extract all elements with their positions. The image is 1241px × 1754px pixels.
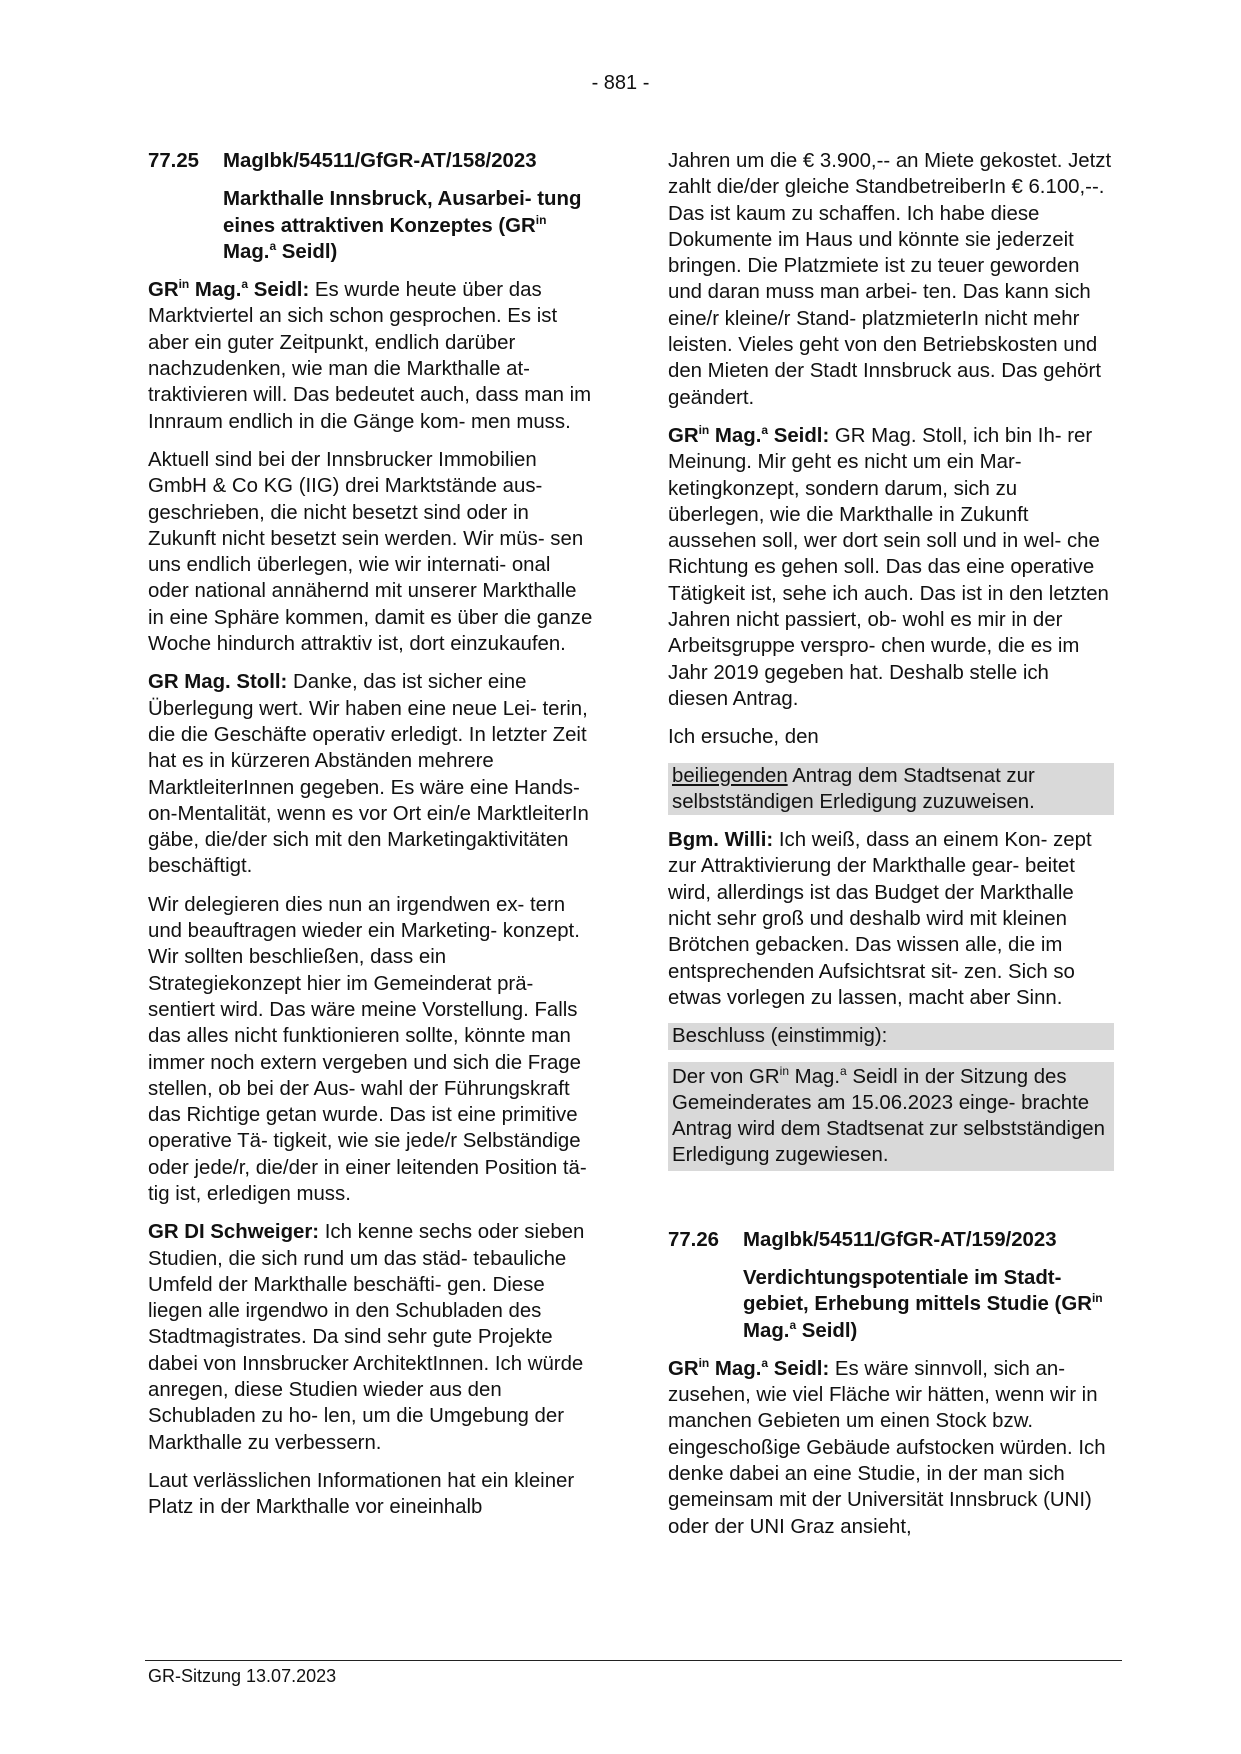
paragraph-seidl-2: $GR^{in}$ Mag.$^a$ Seidl: GR Mag. Stoll, ich bin Ih- rer Meinung. Mir geht es nicht um ein Mar- ketingkonzept, sondern darum, sich zu überlegen, wie die Markthalle in Zukunft aussehen soll, wer dort sein soll und in wel- che Richtung es gehen soll. Das das eine operative Tätigkeit ist, sehe ich auch. Das ist in den letzten Jahren nicht passiert, ob- wohl es mir in der Arbeitsgruppe verspro- chen wurde, die es im Jahr 2019 gegeben hat. Deshalb stelle ich diesen Antrag. [668,423,1109,710]
speaker-name: GR DI Schweiger: [148,1221,320,1244]
agenda-item-reference: MagIbk/54511/GfGR-AT/159/2023 [743,1228,1057,1251]
right-column [668,148,1114,1552]
speaker-name: $GR^{in}$ Mag.$^a$ Seidl: [148,277,310,302]
motion-box: beiliegenden Antrag dem Stadtsenat zur selbstständigen Erledigung zuzuweisen. [668,763,1114,816]
footer-text: GR-Sitzung 13.07.2023 [148,1666,337,1686]
speaker-name: Bgm. Willi: [668,829,774,852]
paragraph-willi: Bgm. Willi: Ich weiß, dass an einem Kon- zept zur Attraktivierung der Markthalle gear- beitet wird, allerdings ist das Budget der Markthalle nicht sehr groß und deshalb wird mit kleinen Brötchen gebacken. Das wissen alle, die im entsprechenden Aufsichtsrat sit- zen. Sich so etwas vorlegen zu lassen, macht aber Sinn. [668,829,1092,1009]
footer-divider [145,1660,1122,1661]
paragraph: Wir delegieren dies nun an irgendwen ex- tern und beauftragen wieder ein Marketing- konzept. Wir sollten beschließen, dass ein Strategiekonzept hier im Gemeinderat prä- sentiert wird. Das wäre meine Vorstellung. Falls das alles nicht funktionieren sollte, könnte man immer noch extern vergeben und sich die Frage stellen, ob bei der Aus- wahl der Führungskraft das Richtige getan wurde. Das ist eine primitive operative Tä- tigkeit, wie sie jede/r Selbständige oder jede/r, die/der in einer leitenden Position tä- tig ist, erledigen muss. [148,893,587,1205]
agenda-item-heading [148,148,594,174]
agenda-item-title: Markthalle Innsbruck, Ausarbei- tung eines attraktiven Konzeptes ($GR^{in}$ Mag.$^a$ Seidl) [223,188,582,263]
agenda-item-heading [668,1227,1114,1253]
paragraph: Aktuell sind bei der Innsbrucker Immobilien GmbH & Co KG (IIG) drei Marktstände aus- geschrieben, die nicht besetzt sind oder in Zukunft nicht besetzt sein werden. Wir müs- sen uns endlich überlegen, wie wir internati- onal oder national annähernd mit unserer Markthalle in eine Sphäre kommen, damit es über die ganze Woche hindurch attraktiv ist, dort einzukaufen. [148,448,593,656]
paragraph: Jahren um die € 3.900,-- an Miete gekostet. Jetzt zahlt die/der gleiche StandbetreiberIn € 6.100,--. Das ist kaum zu schaffen. Ich habe diese Dokumente im Haus und könnte sie jederzeit bringen. Die Platzmiete ist zu teuer geworden und daran muss man arbei- ten. Das kann sich eine/r kleine/r Stand- platzmieterIn nicht mehr leisten. Vieles geht von den Betriebskosten und den Mieten der Stadt Innsbruck aus. Das gehört geändert. [668,150,1112,409]
page-number: - 881 - [591,72,650,94]
paragraph-seidl-3: $GR^{in}$ Mag.$^a$ Seidl: Es wäre sinnvoll, sich an- zusehen, wie viel Fläche wir hätten, wenn wir in manchen Gebieten um einen Stock bzw. eingeschoßige Gebäude aufstocken würden. Ich denke dabei an eine Studie, in der man sich gemeinsam mit der Universität Innsbruck (UNI) oder der UNI Graz ansieht, [668,1356,1106,1538]
agenda-item-reference: MagIbk/54511/GfGR-AT/158/2023 [223,150,537,172]
speaker-name: $GR^{in}$ Mag.$^a$ Seidl: [668,1356,830,1380]
paragraph-seidl-1: $GR^{in}$ Mag.$^a$ Seidl: Es wurde heute über das Marktviertel an sich schon gesprochen. Es ist aber ein guter Zeitpunkt, endlich darüber nachzudenken, wie man die Markthalle at- traktivieren will. Das bedeutet auch, dass man im Innraum endlich in die Gänge kom- men muss. [148,277,592,433]
paragraph: Laut verlässlichen Informationen hat ein kleiner Platz in der Markthalle vor eineinhalb [148,1469,575,1519]
decision-text: Der von $GR^{in}$ Mag.$^a$ Seidl in der Sitzung des Gemeinderates am 15.06.2023 einge- brachte Antrag wird dem Stadtsenat zur selbstständigen Erledigung zugewiesen. [668,1062,1114,1171]
speaker-name: $GR^{in}$ Mag.$^a$ Seidl: [668,423,830,447]
spacer [668,1183,1114,1227]
paragraph-schweiger: GR DI Schweiger: Ich kenne sechs oder sieben Studien, die sich rund um das städ- tebauliche Umfeld der Markthalle beschäfti- gen. Diese liegen alle irgendwo in den Schubladen des Stadtmagistrates. Da sind sehr gute Projekte dabei von Innsbrucker ArchitektInnen. Ich würde anregen, diese Studien wieder aus den Schubladen zu ho- len, um die Umgebung der Markthalle zu verbessern. [148,1221,585,1454]
motion-underlined: beiliegenden [672,764,788,787]
speaker-name: GR Mag. Stoll: [148,671,288,694]
agenda-item-number: 77.25 [148,150,200,172]
paragraph: Ich ersuche, den [668,726,819,749]
paragraph-stoll: GR Mag. Stoll: Danke, das ist sicher eine Überlegung wert. Wir haben eine neue Lei- terin, die die Geschäfte operativ erledigt. In letzter Zeit hat es in kürzeren Abständen mehrere MarktleiterInnen gegeben. Es wäre eine Hands-on-Mentalität, wenn es vor Ort ein/e MarktleiterIn gäbe, die/der sich mit den Marketingaktivitäten beschäftigt. [148,671,589,878]
agenda-item-number: 77.26 [668,1228,720,1251]
agenda-item-title: Verdichtungspotentiale im Stadt- gebiet, Erhebung mittels Studie ($GR^{in}$ Mag.$^a$ Seidl) [743,1266,1103,1342]
decision-label: Beschluss (einstimmig): [668,1023,1114,1049]
left-column [148,148,594,1533]
